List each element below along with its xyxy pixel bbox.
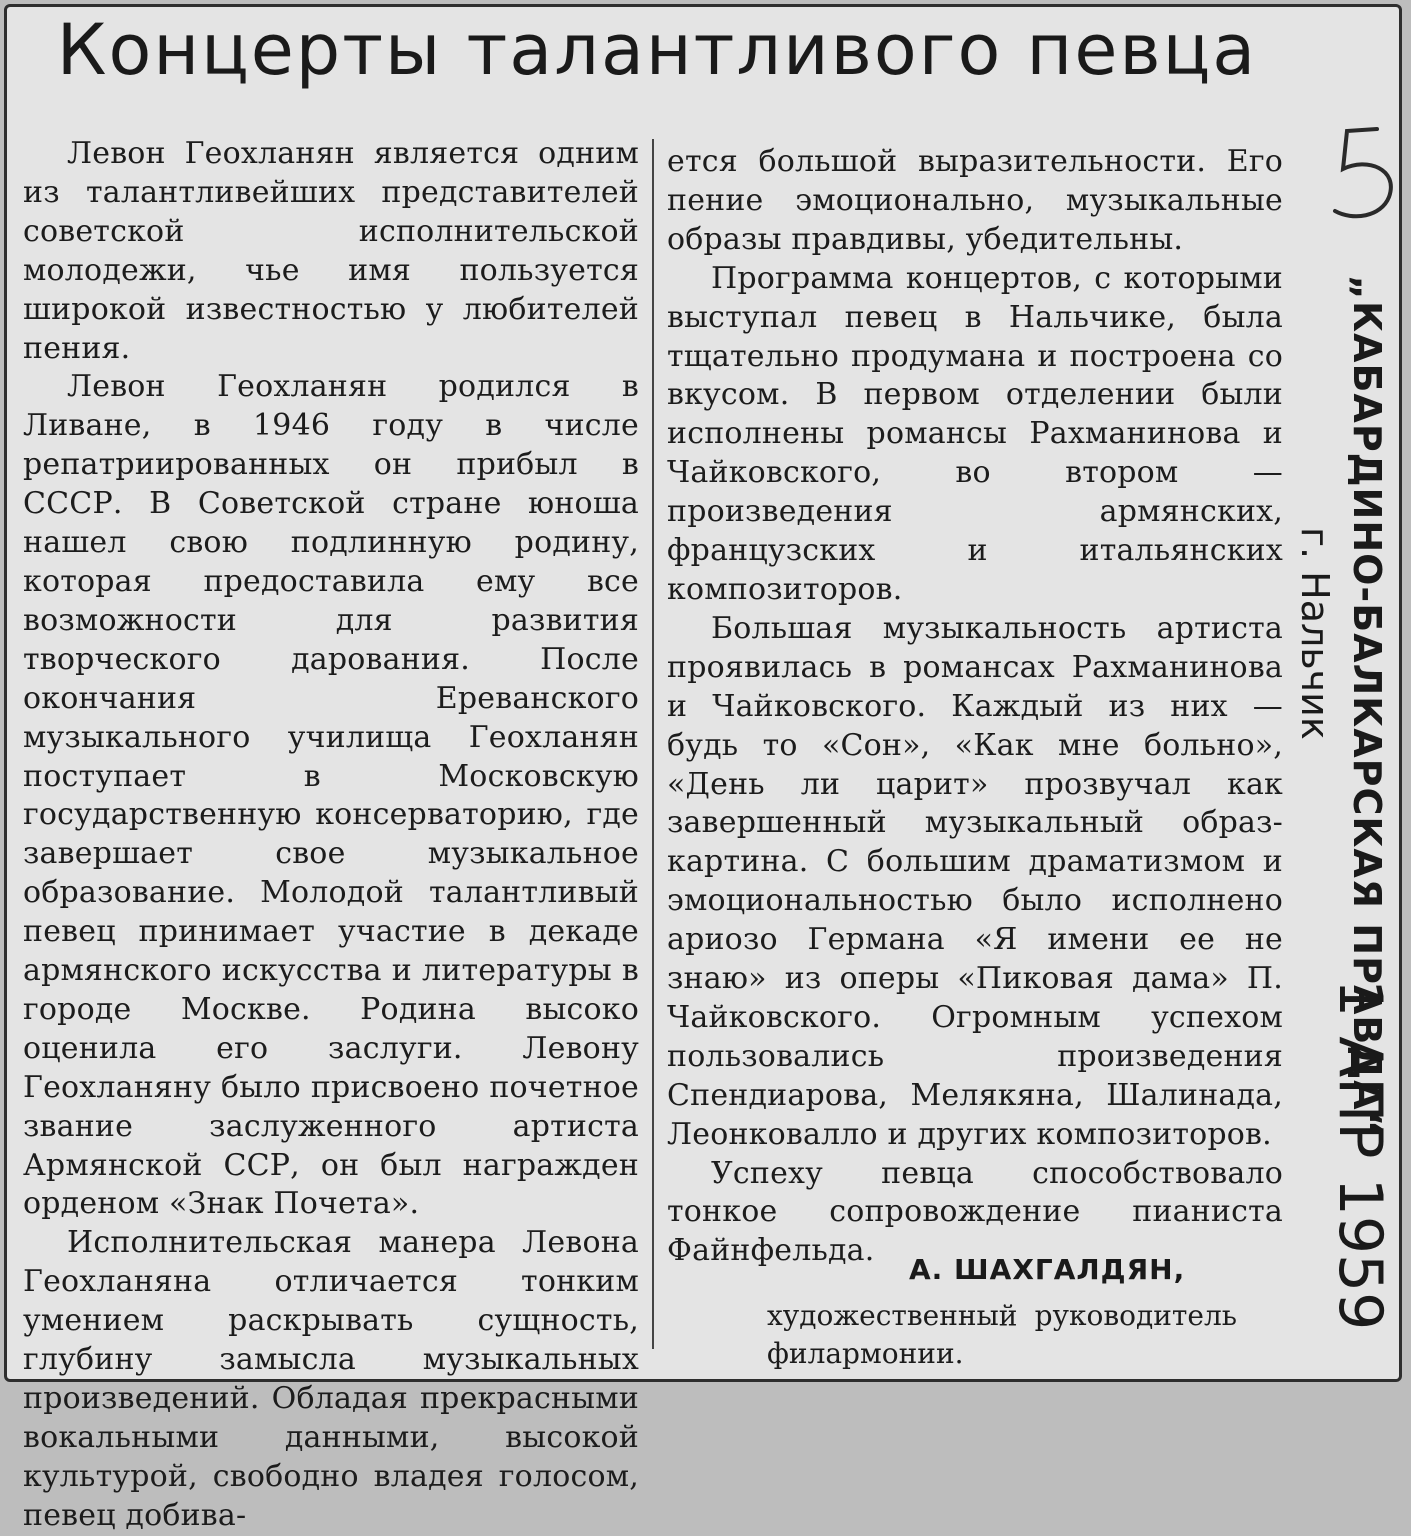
article-column-right	[667, 143, 1283, 1271]
paragraph: Программа концертов, с которыми выступал певец в Нальчике, была тщательно продумана и построена со вкусом. В первом отделении были исполнены романсы Рахманинова и Чайковского, во втором — произведения армянских, французских и итальянских композиторов.	[667, 260, 1283, 607]
paragraph: Левон Геохланян является одним из талантливейших представителей советской исполнительской молодежи, чье имя пользуется широкой известностью у любителей пения.	[23, 136, 639, 366]
author-role: художественный руководитель филармонии.	[767, 1299, 1237, 1370]
newspaper-stamp: „КАБАРДИНО-БАЛКАРСКАЯ ПРАВДА“	[1345, 275, 1389, 1137]
handwritten-number-icon	[1317, 117, 1407, 227]
column-divider	[652, 139, 654, 1349]
paragraph: Большая музыкальность артиста проявилась в романсах Рахманинова и Чайковского. Каждый из них — будь то «Сон», «Как мне больно», «День ли царит» прозвучал как завершенный музыкальный образ-картина. С большим драматизмом и эмоциональностью было исполнено ариозо Германа «Я имени ее не знаю» из оперы «Пиковая дама» П. Чайковского. Огромным успехом пользовались произведения Спендиарова, Мелякяна, Шалинада, Леонковалло и других композиторов.	[667, 610, 1283, 1152]
date-stamp: 1 АПР 1959	[1325, 979, 1395, 1331]
newspaper-clipping	[4, 4, 1402, 1533]
paragraph: ется большой выразительности. Его пение эмоционально, музыкальные образы правдивы, убедительны.	[667, 144, 1283, 257]
paragraph: Левон Геохланян родился в Ливане, в 1946 году в числе репатриированных он прибыл в СССР. В Советской стране юноша нашел свою подлинную родину, которая предоставила ему все возможности для развития творческого дарования. После окончания Ереванского музыкального училища Геохланян поступает в Московскую государственную консерваторию, где завершает свое музыкальное образование. Молодой талантливый певец принимает участие в декаде армянского искусства и литературы в городе Москве. Родина высоко оценила его заслуги. Левону Геохланяну было присвоено почетное звание заслуженного артиста Армянской ССР, он был награжден орденом «Знак Почета».	[23, 369, 639, 1222]
article-column-left	[23, 135, 639, 1536]
headline: Концерты талантливого певца	[56, 9, 1258, 91]
paragraph: Исполнительская манера Левона Геохланяна отличается тонким умением раскрывать сущность, глубину замысла музыкальных произведений. Обладая прекрасными вокальными данными, высокой культурой, свободно владея голосом, певец добива-	[23, 1225, 639, 1533]
author-name: А. ШАХГАЛДЯН,	[909, 1253, 1186, 1286]
paragraph: Успеху певца способствовало тонкое сопровождение пианиста Файнфельда.	[667, 1155, 1283, 1269]
city-stamp: г. Нальчик	[1293, 527, 1337, 740]
